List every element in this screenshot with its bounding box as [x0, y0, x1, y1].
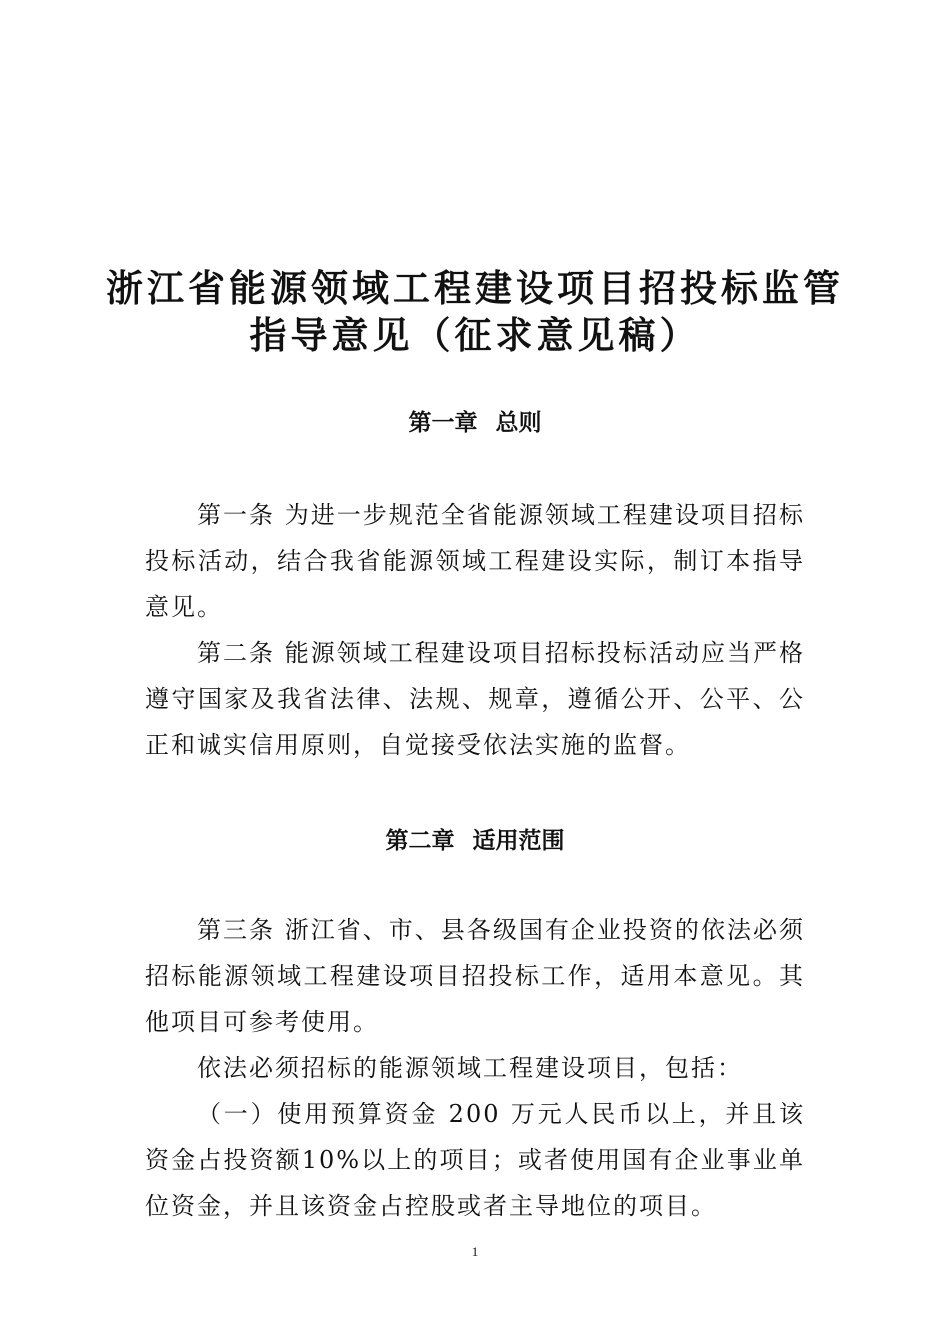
article-2: 第二条 能源领域工程建设项目招标投标活动应当严格遵守国家及我省法律、法规、规章，遵循公开、公平、公正和诚实信用原则，自觉接受依法实施的监督。 — [145, 639, 805, 759]
chapter-number: 第一章 — [408, 410, 478, 436]
article-1: 第一条 为进一步规范全省能源领域工程建设项目招标投标活动，结合我省能源领域工程建设实际，制订本指导意见。 — [145, 501, 805, 621]
article-3: 第三条 浙江省、市、县各级国有企业投资的依法必须招标能源领域工程建设项目招投标工作，适用本意见。其他项目可参考使用。 — [145, 916, 805, 1036]
chapter-number: 第二章 — [385, 828, 455, 854]
article-3-item-1: （一）使用预算资金 200 万元人民币以上，并且该资金占投资额10%以上的项目；或者使用国有企业事业单位资金，并且该资金占控股或者主导地位的项目。 — [145, 1100, 805, 1220]
chapter-heading-2 — [100, 822, 850, 855]
document-title-line-1: 浙江省能源领域工程建设项目招投标监管 — [106, 266, 844, 310]
document-title-line-2: 指导意见（征求意见稿） — [249, 313, 701, 357]
chapter-name: 总则 — [495, 410, 542, 436]
page-number: 1 — [471, 1244, 479, 1259]
article-3-intro: 依法必须招标的能源领域工程建设项目，包括： — [197, 1054, 743, 1082]
chapter-heading-1 — [100, 404, 850, 437]
chapter-name: 适用范围 — [472, 828, 565, 854]
